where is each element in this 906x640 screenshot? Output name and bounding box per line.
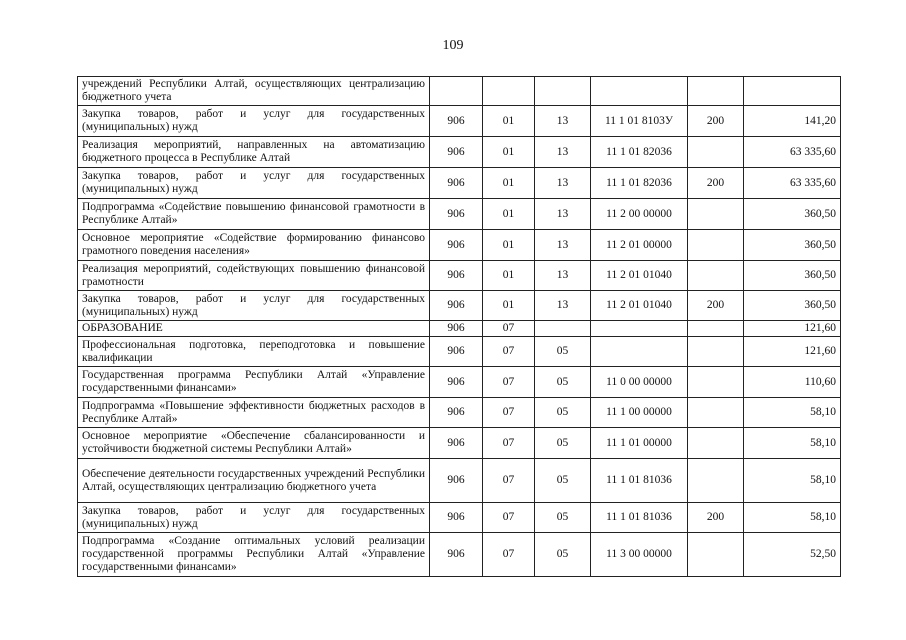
table-row bbox=[78, 337, 841, 367]
subsection-code-cell: 13 bbox=[535, 199, 591, 230]
subsection-code-cell: 13 bbox=[535, 230, 591, 261]
section-code-cell bbox=[483, 77, 535, 106]
target-article-cell: 11 2 01 00000 bbox=[591, 230, 688, 261]
row-name-cell: Подпрограмма «Создание оптимальных условий реализации государственной программы Республики Алтай «Управление государственными финансами» bbox=[78, 533, 430, 577]
target-article-cell bbox=[591, 321, 688, 337]
subsection-code-cell: 13 bbox=[535, 168, 591, 199]
amount-cell: 360,50 bbox=[744, 230, 841, 261]
table-body bbox=[78, 77, 841, 577]
row-name-cell: Подпрограмма «Содействие повышению финансовой грамотности в Республике Алтай» bbox=[78, 199, 430, 230]
row-name-cell: Реализация мероприятий, направленных на автоматизацию бюджетного процесса в Республике Алтай bbox=[78, 137, 430, 168]
row-name-cell: Закупка товаров, работ и услуг для государственных (муниципальных) нужд bbox=[78, 291, 430, 321]
row-name-cell: Реализация мероприятий, содействующих повышению финансовой грамотности bbox=[78, 261, 430, 291]
subsection-code-cell: 13 bbox=[535, 291, 591, 321]
table-row bbox=[78, 533, 841, 577]
row-name-cell: Основное мероприятие «Содействие формированию финансово грамотного поведения населения» bbox=[78, 230, 430, 261]
section-code-cell: 07 bbox=[483, 337, 535, 367]
table-row bbox=[78, 503, 841, 533]
amount-cell: 121,60 bbox=[744, 321, 841, 337]
row-name-cell: Закупка товаров, работ и услуг для государственных (муниципальных) нужд bbox=[78, 106, 430, 137]
subsection-code-cell: 05 bbox=[535, 503, 591, 533]
row-name-cell: Профессиональная подготовка, переподготовка и повышение квалификации bbox=[78, 337, 430, 367]
target-article-cell: 11 1 01 00000 bbox=[591, 428, 688, 459]
target-article-cell bbox=[591, 77, 688, 106]
section-code-cell: 01 bbox=[483, 199, 535, 230]
table-row bbox=[78, 291, 841, 321]
expense-type-cell bbox=[688, 398, 744, 428]
row-name-cell: Государственная программа Республики Алтай «Управление государственными финансами» bbox=[78, 367, 430, 398]
table-row bbox=[78, 428, 841, 459]
amount-cell: 110,60 bbox=[744, 367, 841, 398]
page-number: 109 bbox=[442, 38, 464, 53]
expense-type-cell: 200 bbox=[688, 168, 744, 199]
subsection-code-cell: 13 bbox=[535, 261, 591, 291]
row-name-cell: Основное мероприятие «Обеспечение сбалансированности и устойчивости бюджетной системы Республики Алтай» bbox=[78, 428, 430, 459]
amount-cell: 360,50 bbox=[744, 199, 841, 230]
budget-table bbox=[77, 76, 841, 577]
admin-code-cell: 906 bbox=[430, 106, 483, 137]
row-name-cell: учреждений Республики Алтай, осуществляющих централизацию бюджетного учета bbox=[78, 77, 430, 106]
target-article-cell: 11 0 00 00000 bbox=[591, 367, 688, 398]
target-article-cell: 11 1 01 82036 bbox=[591, 137, 688, 168]
expense-type-cell bbox=[688, 137, 744, 168]
section-code-cell: 07 bbox=[483, 367, 535, 398]
subsection-code-cell bbox=[535, 77, 591, 106]
subsection-code-cell: 05 bbox=[535, 337, 591, 367]
amount-cell: 63 335,60 bbox=[744, 137, 841, 168]
row-name-cell: Закупка товаров, работ и услуг для государственных (муниципальных) нужд bbox=[78, 503, 430, 533]
amount-cell: 360,50 bbox=[744, 261, 841, 291]
row-name-cell: Закупка товаров, работ и услуг для государственных (муниципальных) нужд bbox=[78, 168, 430, 199]
subsection-code-cell: 05 bbox=[535, 533, 591, 577]
amount-cell: 52,50 bbox=[744, 533, 841, 577]
expense-type-cell bbox=[688, 428, 744, 459]
amount-cell: 58,10 bbox=[744, 503, 841, 533]
section-code-cell: 01 bbox=[483, 230, 535, 261]
table-row bbox=[78, 398, 841, 428]
table-row bbox=[78, 137, 841, 168]
section-code-cell: 07 bbox=[483, 533, 535, 577]
expense-type-cell bbox=[688, 321, 744, 337]
section-code-cell: 07 bbox=[483, 321, 535, 337]
target-article-cell bbox=[591, 337, 688, 367]
amount-cell: 121,60 bbox=[744, 337, 841, 367]
row-name-cell: Обеспечение деятельности государственных учреждений Республики Алтай, осуществляющих централизацию бюджетного учета bbox=[78, 459, 430, 503]
expense-type-cell bbox=[688, 261, 744, 291]
target-article-cell: 11 2 01 01040 bbox=[591, 291, 688, 321]
table-row bbox=[78, 199, 841, 230]
subsection-code-cell bbox=[535, 321, 591, 337]
table-row bbox=[78, 77, 841, 106]
admin-code-cell: 906 bbox=[430, 291, 483, 321]
expense-type-cell bbox=[688, 230, 744, 261]
expense-type-cell bbox=[688, 77, 744, 106]
section-code-cell: 01 bbox=[483, 106, 535, 137]
admin-code-cell: 906 bbox=[430, 137, 483, 168]
admin-code-cell: 906 bbox=[430, 168, 483, 199]
section-code-cell: 01 bbox=[483, 291, 535, 321]
expense-type-cell bbox=[688, 367, 744, 398]
target-article-cell: 11 1 01 82036 bbox=[591, 168, 688, 199]
admin-code-cell: 906 bbox=[430, 428, 483, 459]
admin-code-cell: 906 bbox=[430, 321, 483, 337]
admin-code-cell: 906 bbox=[430, 367, 483, 398]
section-code-cell: 01 bbox=[483, 137, 535, 168]
admin-code-cell: 906 bbox=[430, 261, 483, 291]
row-name-cell: Подпрограмма «Повышение эффективности бюджетных расходов в Республике Алтай» bbox=[78, 398, 430, 428]
section-code-cell: 07 bbox=[483, 503, 535, 533]
table-row bbox=[78, 367, 841, 398]
expense-type-cell bbox=[688, 337, 744, 367]
expense-type-cell: 200 bbox=[688, 291, 744, 321]
amount-cell: 58,10 bbox=[744, 428, 841, 459]
admin-code-cell: 906 bbox=[430, 337, 483, 367]
section-code-cell: 01 bbox=[483, 168, 535, 199]
table-row bbox=[78, 168, 841, 199]
expense-type-cell bbox=[688, 533, 744, 577]
table-row bbox=[78, 106, 841, 137]
subsection-code-cell: 13 bbox=[535, 137, 591, 168]
section-code-cell: 01 bbox=[483, 261, 535, 291]
admin-code-cell: 906 bbox=[430, 398, 483, 428]
expense-type-cell: 200 bbox=[688, 503, 744, 533]
table-row bbox=[78, 230, 841, 261]
admin-code-cell: 906 bbox=[430, 533, 483, 577]
target-article-cell: 11 3 00 00000 bbox=[591, 533, 688, 577]
table-row bbox=[78, 261, 841, 291]
admin-code-cell bbox=[430, 77, 483, 106]
admin-code-cell: 906 bbox=[430, 503, 483, 533]
amount-cell: 58,10 bbox=[744, 459, 841, 503]
table-row bbox=[78, 459, 841, 503]
section-code-cell: 07 bbox=[483, 428, 535, 459]
subsection-code-cell: 13 bbox=[535, 106, 591, 137]
target-article-cell: 11 1 00 00000 bbox=[591, 398, 688, 428]
expense-type-cell bbox=[688, 459, 744, 503]
admin-code-cell: 906 bbox=[430, 199, 483, 230]
target-article-cell: 11 2 01 01040 bbox=[591, 261, 688, 291]
amount-cell: 63 335,60 bbox=[744, 168, 841, 199]
amount-cell: 141,20 bbox=[744, 106, 841, 137]
admin-code-cell: 906 bbox=[430, 230, 483, 261]
section-code-cell: 07 bbox=[483, 459, 535, 503]
expense-type-cell bbox=[688, 199, 744, 230]
subsection-code-cell: 05 bbox=[535, 428, 591, 459]
target-article-cell: 11 2 00 00000 bbox=[591, 199, 688, 230]
expense-type-cell: 200 bbox=[688, 106, 744, 137]
amount-cell bbox=[744, 77, 841, 106]
amount-cell: 360,50 bbox=[744, 291, 841, 321]
row-name-cell: ОБРАЗОВАНИЕ bbox=[78, 321, 430, 337]
subsection-code-cell: 05 bbox=[535, 459, 591, 503]
table-row bbox=[78, 321, 841, 337]
target-article-cell: 11 1 01 8103У bbox=[591, 106, 688, 137]
subsection-code-cell: 05 bbox=[535, 398, 591, 428]
amount-cell: 58,10 bbox=[744, 398, 841, 428]
admin-code-cell: 906 bbox=[430, 459, 483, 503]
target-article-cell: 11 1 01 81036 bbox=[591, 459, 688, 503]
section-code-cell: 07 bbox=[483, 398, 535, 428]
target-article-cell: 11 1 01 81036 bbox=[591, 503, 688, 533]
subsection-code-cell: 05 bbox=[535, 367, 591, 398]
